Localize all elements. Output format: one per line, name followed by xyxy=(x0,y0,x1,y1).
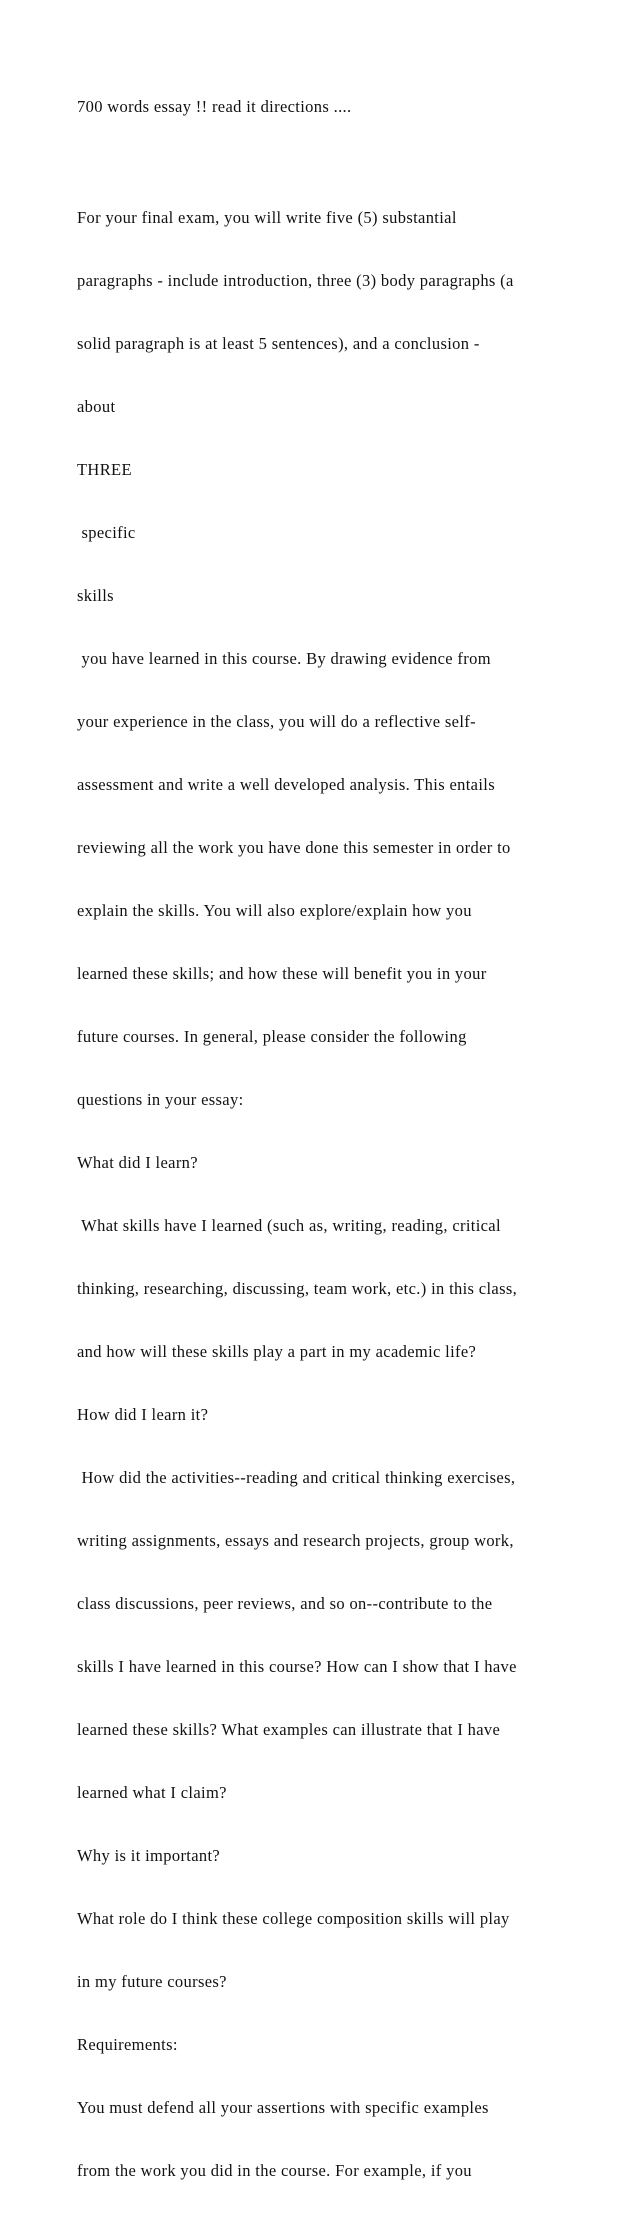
body-line: thinking, researching, discussing, team work, etc.) in this class, xyxy=(77,1279,518,1298)
body-line: What role do I think these college composition skills will play xyxy=(77,1909,510,1928)
body-line: learned these skills? What examples can illustrate that I have xyxy=(77,1720,501,1739)
body-line: For your final exam, you will write five (5) substantial xyxy=(77,208,457,227)
body-line: paragraphs - include introduction, three (3) body paragraphs (a xyxy=(77,271,514,290)
document-title: 700 words essay !! read it directions .... xyxy=(77,97,352,116)
body-line: skills I have learned in this course? How can I show that I have xyxy=(77,1657,517,1676)
body-line: What skills have I learned (such as, writing, reading, critical xyxy=(77,1216,501,1235)
body-line: explain the skills. You will also explore/explain how you xyxy=(77,901,472,920)
body-line: specific xyxy=(77,523,136,542)
body-line: writing assignments, essays and research projects, group work, xyxy=(77,1531,514,1550)
body-line: skills xyxy=(77,586,114,605)
body-line: you have learned in this course. By drawing evidence from xyxy=(77,649,491,668)
body-line: class discussions, peer reviews, and so on--contribute to the xyxy=(77,1594,493,1613)
body-line: reviewing all the work you have done this semester in order to xyxy=(77,838,511,857)
document-body xyxy=(77,165,577,2223)
body-line: assessment and write a well developed analysis. This entails xyxy=(77,775,495,794)
body-line: in my future courses? xyxy=(77,1972,227,1991)
body-line: Why is it important? xyxy=(77,1846,221,1865)
body-line: and how will these skills play a part in my academic life? xyxy=(77,1342,477,1361)
body-line: from the work you did in the course. For example, if you xyxy=(77,2161,472,2180)
body-line: You must defend all your assertions with specific examples xyxy=(77,2098,489,2117)
body-line: learned these skills; and how these will benefit you in your xyxy=(77,964,487,983)
body-line: questions in your essay: xyxy=(77,1090,244,1109)
body-line: learned what I claim? xyxy=(77,1783,227,1802)
body-line: How did I learn it? xyxy=(77,1405,209,1424)
body-line: future courses. In general, please consider the following xyxy=(77,1027,467,1046)
body-line: Requirements: xyxy=(77,2035,178,2054)
body-line: THREE xyxy=(77,460,132,479)
body-line: your experience in the class, you will do a reflective self- xyxy=(77,712,476,731)
body-line: What did I learn? xyxy=(77,1153,198,1172)
body-line: about xyxy=(77,397,116,416)
body-line: solid paragraph is at least 5 sentences), and a conclusion - xyxy=(77,334,480,353)
body-line: How did the activities--reading and critical thinking exercises, xyxy=(77,1468,516,1487)
